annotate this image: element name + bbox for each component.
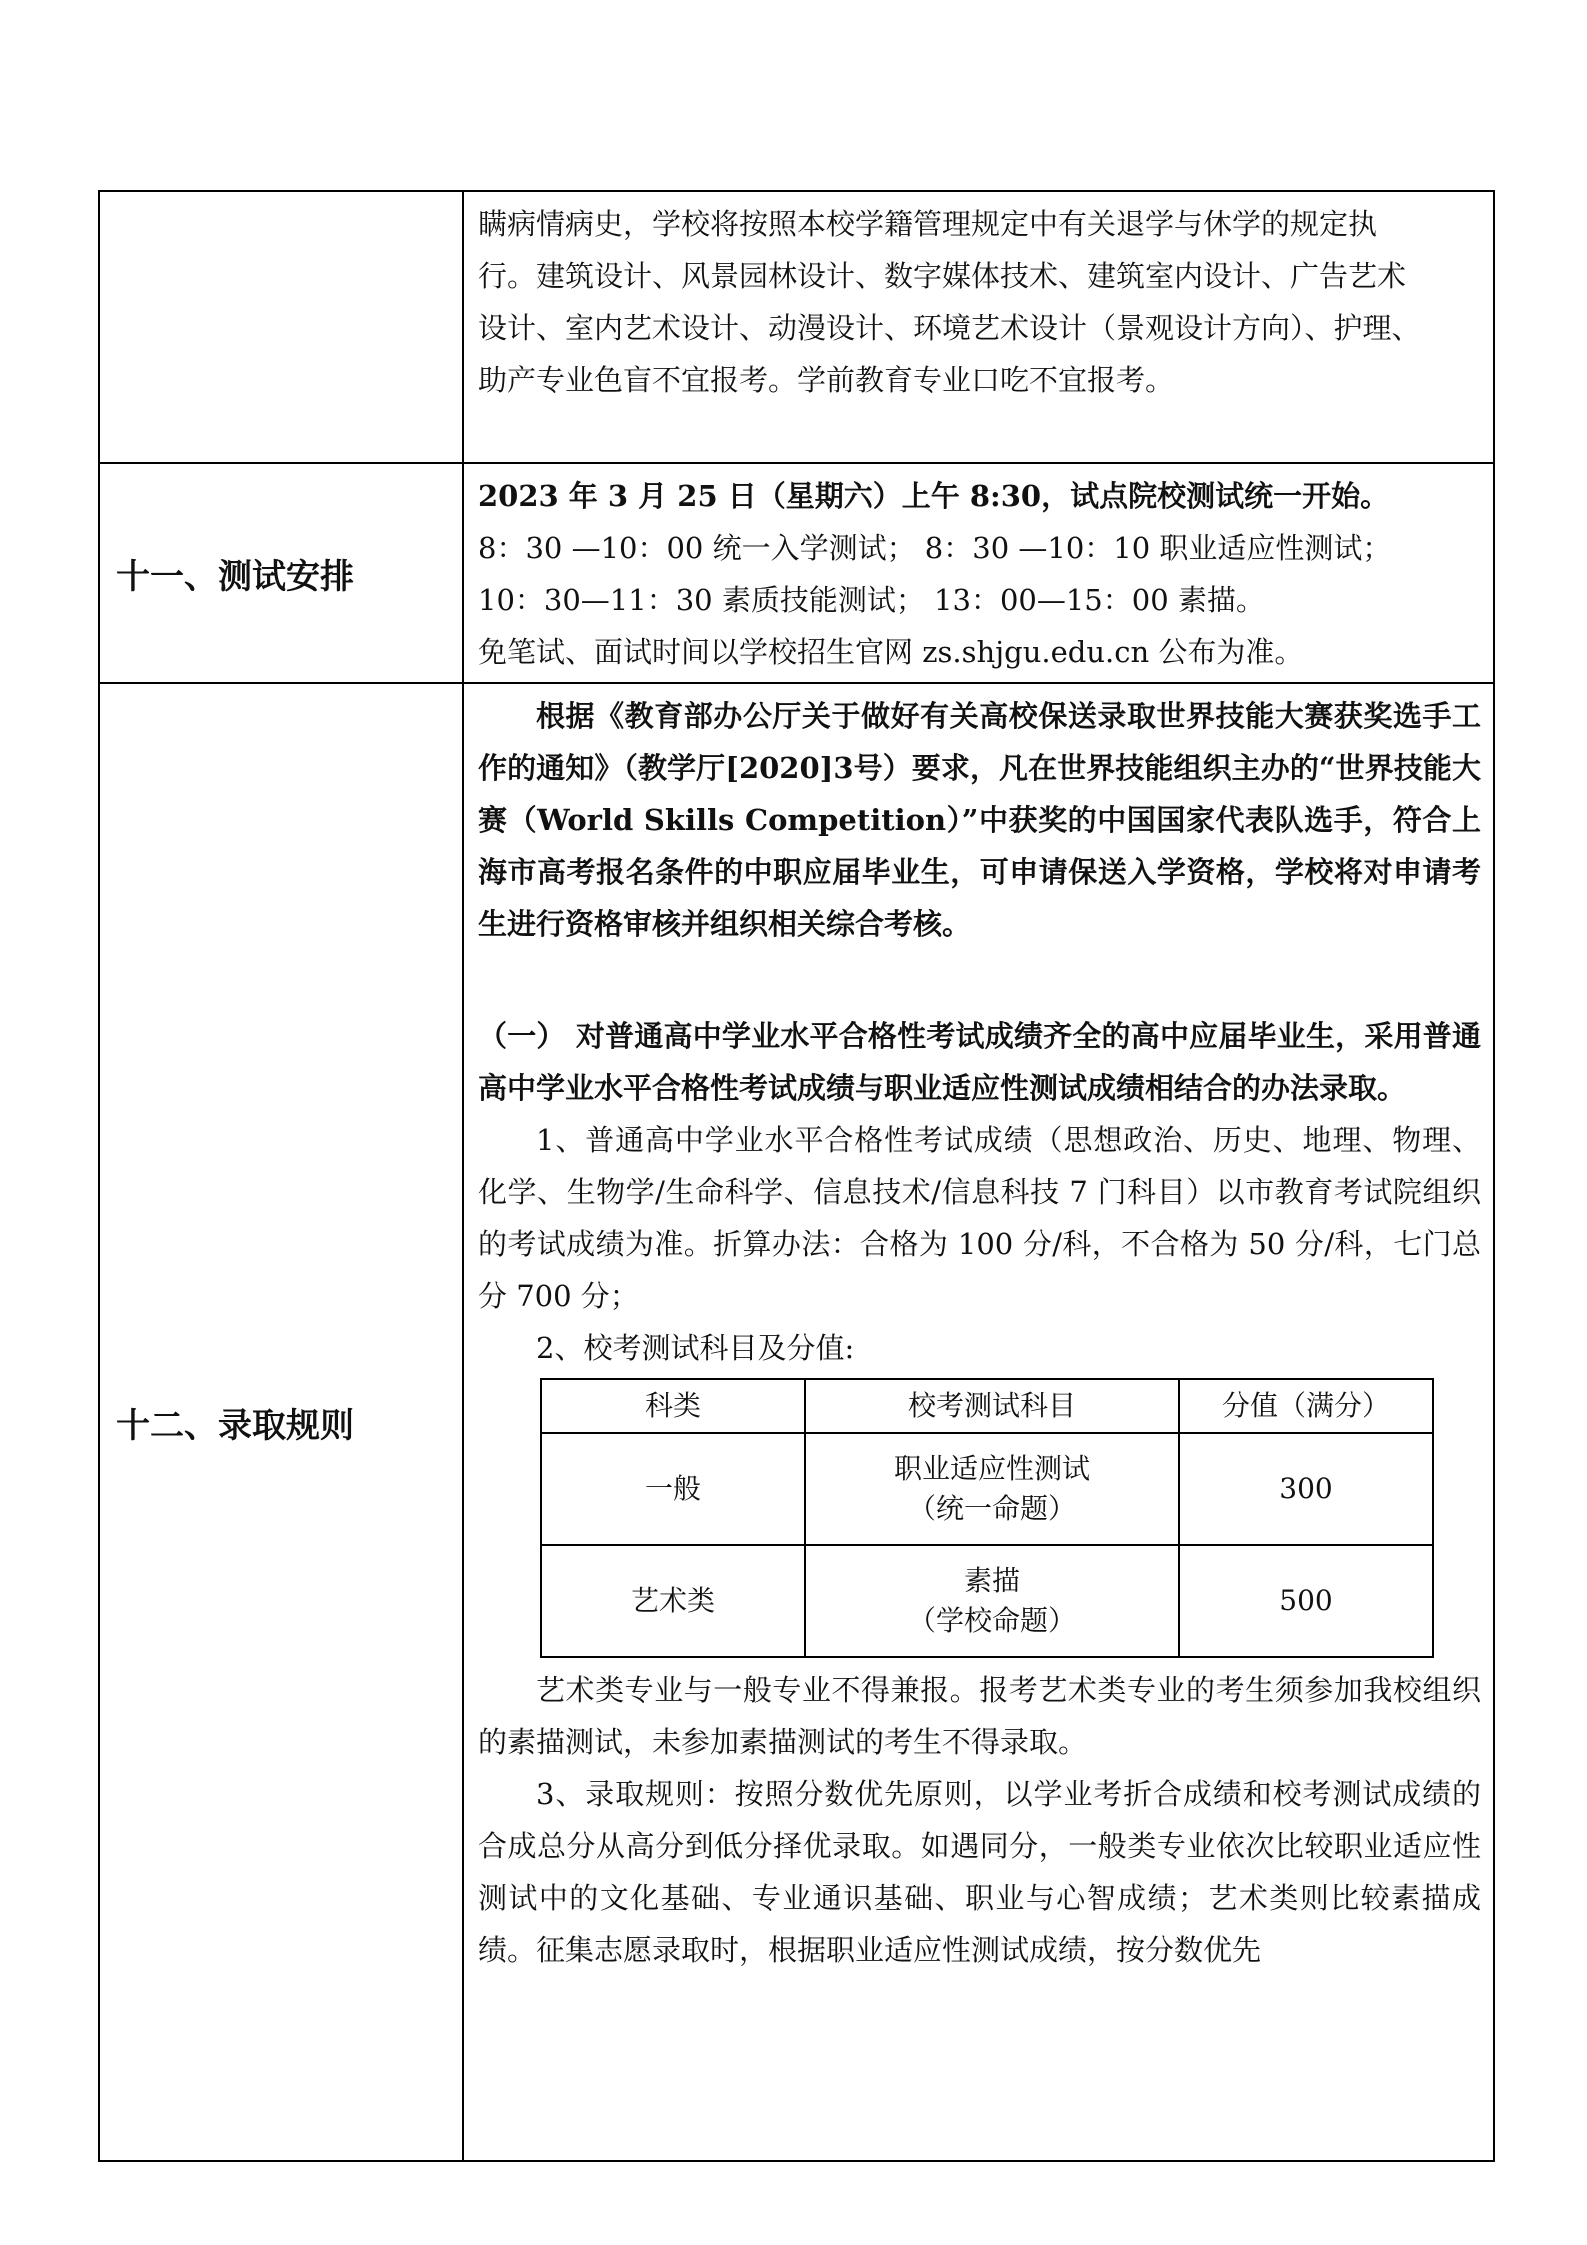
score-cell: 500 xyxy=(1179,1545,1433,1657)
item-3-paragraph: 3、录取规则：按照分数优先原则，以学业考折合成绩和校考测试成绩的合成总分从高分到低分择优录取。如遇同分，一般类专业依次比较职业适应性测试中的文化基础、专业通识基础、职业与心智成绩；艺术类则比较素描成绩。征集志愿录取时，根据职业适应性测试成绩，按分数优先 xyxy=(478,1777,1481,1967)
continuation-cell xyxy=(463,191,1494,463)
item-1-paragraph: 1、普通高中学业水平合格性考试成绩（思想政治、历史、地理、物理、化学、生物学/生命科学、信息技术/信息科技 7 门科目）以市教育考试院组织的考试成绩为准。折算办法：合格为 100 分/科，不合格为 50 分/科，七门总分 700 分； xyxy=(478,1123,1481,1313)
art-note-paragraph: 艺术类专业与一般专业不得兼报。报考艺术类专业的考生须参加我校组织的素描测试，未参加素描测试的考生不得录取。 xyxy=(478,1673,1481,1759)
intro-paragraph: 根据《教育部办公厅关于做好有关高校保送录取世界技能大赛获奖选手工作的通知》（教学厅[2020]3号）要求，凡在世界技能组织主办的“世界技能大赛（World Skills Competition）”中获奖的中国国家代表队选手，符合上海市高考报名条件的中职应届毕业生，可申请保送入学资格，学校将对申请考生进行资格审核并组织相关综合考核。 xyxy=(478,699,1481,941)
header-score: 分值（满分） xyxy=(1179,1379,1433,1433)
admission-rules-cell xyxy=(463,683,1494,2161)
header-subject: 校考测试科目 xyxy=(805,1379,1179,1433)
category-cell: 一般 xyxy=(541,1433,805,1545)
table-row xyxy=(99,683,1494,2161)
row-label-admission-rules: 十二、录取规则 xyxy=(99,683,463,2161)
item-2-paragraph: 2、校考测试科目及分值: xyxy=(536,1331,855,1365)
category-cell: 艺术类 xyxy=(541,1545,805,1657)
score-cell: 300 xyxy=(1179,1433,1433,1545)
subject-cell xyxy=(805,1433,1179,1545)
score-table-row xyxy=(541,1545,1433,1657)
test-schedule-cell xyxy=(463,463,1494,683)
table-row xyxy=(99,191,1494,463)
row-label-test-schedule: 十一、测试安排 xyxy=(99,463,463,683)
schedule-line: 2023 年 3 月 25 日（星期六）上午 8:30，试点院校测试统一开始。 xyxy=(478,479,1390,513)
score-table-header-row xyxy=(541,1379,1433,1433)
subject-note: （学校命题） xyxy=(907,1604,1076,1637)
schedule-line: 免笔试、面试时间以学校招生官网 zs.shjgu.edu.cn 公布为准。 xyxy=(478,635,1304,669)
score-table-row xyxy=(541,1433,1433,1545)
schedule-line: 8：30 —10：00 统一入学测试； 8：30 —10：10 职业适应性测试； xyxy=(478,531,1392,565)
row-label-empty xyxy=(99,191,463,463)
subject-name: 职业适应性测试 xyxy=(893,1452,1090,1485)
text-line: 助产专业色盲不宜报考。学前教育专业口吃不宜报考。 xyxy=(478,363,1175,397)
admission-table xyxy=(98,190,1495,2162)
spacer xyxy=(478,950,1481,1010)
header-category: 科类 xyxy=(541,1379,805,1433)
score-table xyxy=(540,1378,1434,1658)
subject-name: 素描 xyxy=(963,1564,1020,1597)
table-row xyxy=(99,463,1494,683)
subject-note: （统一命题） xyxy=(907,1492,1076,1525)
subject-cell xyxy=(805,1545,1179,1657)
schedule-line: 10：30—11：30 素质技能测试； 13：00—15：00 素描。 xyxy=(478,583,1265,617)
text-line: 瞒病情病史，学校将按照本校学籍管理规定中有关退学与休学的规定执 xyxy=(478,207,1378,241)
section-1-heading: （一） 对普通高中学业水平合格性考试成绩齐全的高中应届毕业生，采用普通高中学业水平合格性考试成绩与职业适应性测试成绩相结合的办法录取。 xyxy=(478,1019,1481,1105)
text-line: 行。建筑设计、风景园林设计、数字媒体技术、建筑室内设计、广告艺术 xyxy=(478,259,1407,293)
text-line: 设计、室内艺术设计、动漫设计、环境艺术设计（景观设计方向）、护理、 xyxy=(478,311,1421,345)
